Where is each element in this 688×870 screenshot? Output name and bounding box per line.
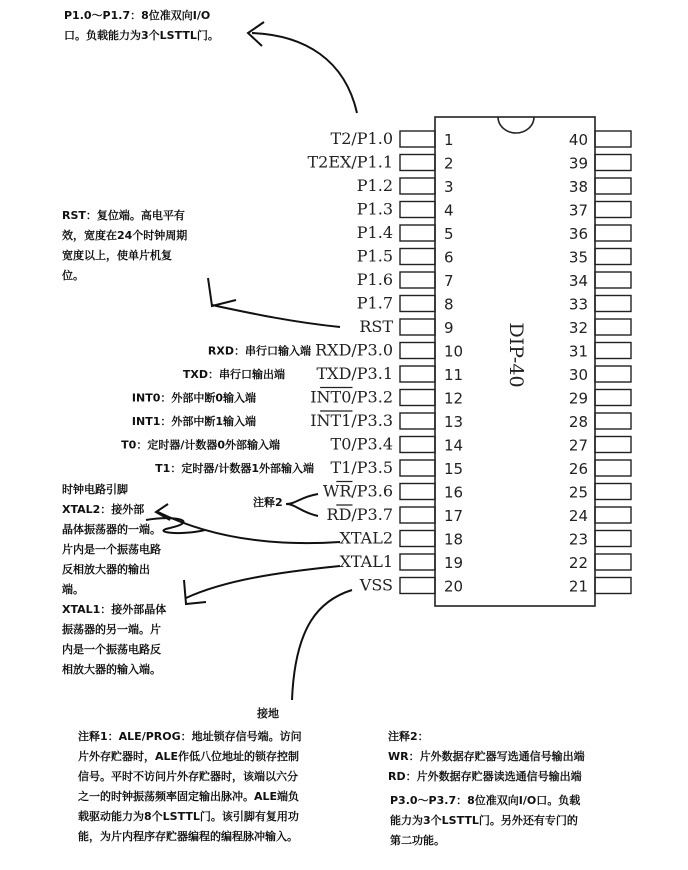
pin-label: P1.7 (356, 293, 393, 313)
right-pin-32 (595, 319, 631, 335)
pin-label: RXD/P3.0 (315, 340, 393, 360)
left-pin-17 (400, 507, 435, 523)
right-pin-26 (595, 460, 631, 476)
left-pin-2 (400, 155, 435, 171)
rst-note-line: 位。 (62, 269, 84, 282)
chip-name: DIP-40 (505, 322, 527, 388)
right-pin-27 (595, 437, 631, 453)
note2-line: RD：片外数据存贮器读选通信号输出端 (388, 770, 582, 783)
left-pin-13 (400, 413, 435, 429)
pin-number: 17 (444, 507, 464, 525)
xtal-note-line: 内是一个振荡电路反 (62, 643, 161, 656)
xtal-note-line: 端。 (62, 583, 84, 596)
pin-label: T2/P1.0 (330, 129, 393, 148)
pin-label: T2EX/P1.1 (307, 152, 393, 172)
left-pin-9 (400, 319, 435, 335)
pin-number: 39 (568, 154, 588, 173)
left-pins (307, 129, 463, 596)
pin-number: 13 (444, 413, 464, 431)
pin-number: 35 (568, 248, 588, 267)
pin-number: 6 (444, 248, 454, 267)
pin-number: 18 (444, 530, 464, 549)
right-pin-36 (595, 225, 631, 241)
note1-line: 之一的时钟振荡频率固定输出脉冲。ALE端负 (78, 790, 300, 803)
left-pin-3 (400, 178, 435, 194)
pin-label: P1.4 (356, 223, 393, 242)
xtal-note-line: XTAL2：接外部 (62, 503, 145, 516)
right-pin-28 (595, 413, 631, 429)
pin-number: 3 (444, 178, 454, 196)
pin-number: 40 (568, 131, 588, 149)
note1-line: 片外存贮器时，ALE作低八位地址的锁存控制 (78, 750, 300, 763)
pin-number: 25 (568, 483, 588, 502)
pin-label: RST (359, 317, 393, 336)
pin-number: 37 (568, 201, 588, 220)
p1-note-line: P1.0～P1.7：8位准双向I/O (64, 9, 211, 22)
note1-line: 能，为片内程序存贮器编程的编程脉冲输入。 (78, 830, 298, 843)
pin-number: 34 (568, 272, 588, 290)
inline-note: INT0：外部中断0输入端 (131, 391, 256, 405)
left-pin-8 (400, 296, 435, 312)
left-pin-6 (400, 249, 435, 265)
left-pin-16 (400, 484, 435, 500)
pin-number: 38 (568, 178, 588, 196)
pin-number: 28 (568, 413, 588, 431)
pin-label: P1.5 (356, 246, 393, 266)
pin-number: 20 (444, 577, 464, 596)
right-pins (569, 131, 631, 596)
left-pin-1 (400, 131, 435, 147)
pin-label: T0/P3.4 (330, 434, 393, 454)
right-pin-35 (595, 249, 631, 265)
pin-number: 30 (568, 366, 588, 384)
pin-label: P1.3 (356, 199, 393, 219)
left-pin-19 (400, 554, 435, 570)
xtal-note-line: 反相放大器的输出 (62, 563, 150, 576)
xtal2-arrow (158, 512, 340, 543)
pin-number: 8 (444, 295, 454, 314)
pin-number: 15 (444, 460, 464, 478)
right-pin-23 (595, 531, 631, 547)
left-pin-10 (400, 343, 435, 359)
right-pin-40 (595, 131, 631, 147)
chip-notch (498, 117, 534, 133)
left-pin-15 (400, 460, 435, 476)
left-pin-14 (400, 437, 435, 453)
pin-label: XTAL1 (339, 552, 393, 571)
xtal-note-line: 振荡器的另一端。片 (62, 623, 161, 636)
note2-tag: 注释2 (253, 496, 283, 509)
right-pin-30 (595, 366, 631, 382)
rst-note-line: 宽度以上，使单片机复 (62, 249, 172, 262)
right-pin-38 (595, 178, 631, 194)
left-pin-18 (400, 531, 435, 547)
ground-label: 接地 (257, 707, 279, 720)
rst-note-line: RST：复位端。高电平有 (62, 209, 185, 222)
pin-number: 19 (444, 554, 464, 572)
right-pin-33 (595, 296, 631, 312)
note1-line: 注释1：ALE/PROG：地址锁存信号端。访问 (78, 730, 302, 743)
p3-note-line: P3.0～P3.7：8位准双向I/O口。负载 (390, 794, 581, 807)
right-pin-25 (595, 484, 631, 500)
left-pin-5 (400, 225, 435, 241)
vss-arrow (292, 590, 352, 700)
left-pin-20 (400, 578, 435, 594)
right-pin-21 (595, 578, 631, 594)
pin-label: P1.2 (356, 176, 393, 195)
pin-label: T1/P3.5 (330, 458, 393, 477)
pin-number: 14 (444, 436, 464, 455)
pin-number: 32 (568, 319, 588, 337)
pin-number: 16 (444, 483, 464, 502)
pin-label: VSS (359, 575, 393, 595)
inline-note: INT1：外部中断1输入端 (131, 415, 256, 428)
pin-number: 21 (568, 577, 588, 596)
right-pin-34 (595, 272, 631, 288)
pin-label: WR/P3.6 (322, 481, 393, 501)
pin-number: 33 (568, 295, 588, 314)
pin-number: 29 (568, 389, 588, 408)
pin-number: 2 (444, 154, 454, 173)
pin-number: 31 (568, 342, 588, 361)
pin-number: 12 (444, 389, 464, 408)
note2-line: 注释2： (388, 730, 429, 743)
p1-note-line: 口。负载能力为3个LSTTL门。 (64, 29, 219, 42)
pin-number: 5 (444, 225, 454, 243)
note1-line: 载驱动能力为8个LSTTL门。该引脚有复用功 (78, 810, 299, 823)
pin-number: 7 (444, 272, 454, 290)
pin-number: 9 (444, 319, 454, 337)
pin-number: 11 (444, 366, 464, 384)
pin-label: INT0/P3.2 (310, 387, 393, 407)
inline-note: T0：定时器/计数器0外部输入端 (121, 438, 280, 452)
right-pin-22 (595, 554, 631, 570)
xtal-note-line: 相放大器的输入端。 (62, 663, 161, 676)
right-pin-29 (595, 390, 631, 406)
pin-number: 1 (444, 131, 454, 149)
right-pin-31 (595, 343, 631, 359)
pin-label: XTAL2 (339, 528, 393, 548)
note2-line: WR：片外数据存贮器写选通信号输出端 (388, 750, 585, 763)
xtal1-arrow (186, 566, 340, 598)
pin-label: RD/P3.7 (326, 505, 393, 524)
right-pin-37 (595, 202, 631, 218)
pin-label: TXD/P3.1 (316, 364, 393, 383)
pin-label: INT1/P3.3 (310, 411, 393, 430)
inline-note: T1：定时器/计数器1外部输入端 (155, 462, 314, 475)
note2-brace (286, 494, 318, 516)
pin-number: 27 (568, 436, 588, 455)
right-pin-24 (595, 507, 631, 523)
left-pin-11 (400, 366, 435, 382)
inline-note: RXD：串行口输入端 (207, 344, 311, 358)
p1-arrow (252, 33, 357, 113)
p3-note-line: 能力为3个LSTTL门。另外还有专门的 (390, 814, 578, 827)
inline-notes (121, 344, 314, 476)
pin-number: 10 (444, 342, 464, 361)
xtal-note-line: 时钟电路引脚 (62, 483, 128, 496)
xtal-note-line: 晶体振荡器的一端。 (62, 523, 161, 536)
pin-label: P1.6 (356, 270, 393, 289)
left-pin-4 (400, 202, 435, 218)
right-pin-39 (595, 155, 631, 171)
xtal-note-line: XTAL1：接外部晶体 (62, 603, 167, 616)
p3-note-line: 第二功能。 (390, 834, 445, 847)
pin-number: 4 (444, 201, 454, 220)
pin-number: 23 (568, 530, 588, 549)
note1-line: 信号。平时不访问片外存贮器时，该端以六分 (78, 770, 298, 783)
xtal-note-line: 片内是一个振荡电路 (62, 543, 161, 556)
pin-number: 26 (568, 460, 588, 478)
pin-number: 24 (568, 507, 588, 525)
rst-note-line: 效，宽度在24个时钟周期 (62, 229, 188, 242)
pin-number: 22 (568, 554, 588, 572)
left-pin-12 (400, 390, 435, 406)
rst-arrowhead (208, 278, 236, 306)
pin-number: 36 (568, 225, 588, 243)
inline-note: TXD：串行口输出端 (182, 368, 285, 381)
rst-arrow (212, 305, 340, 327)
left-pin-7 (400, 272, 435, 288)
